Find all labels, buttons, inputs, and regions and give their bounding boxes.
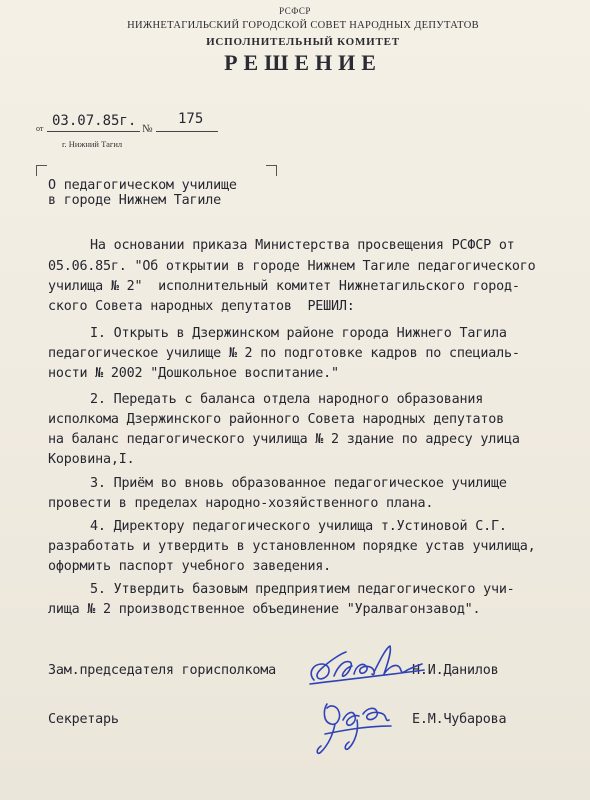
decision-item-line: провести в пределах народно-хозяйственного плана. [48, 496, 434, 511]
document-number: 175 [178, 111, 204, 127]
committee-name: ИСПОЛНИТЕЛЬНЫЙ КОМИТЕТ [206, 36, 400, 48]
decision-item-line: ности № 2002 "Дошкольное воспитание." [48, 366, 339, 381]
decision-item-line: Коровина,I. [48, 452, 135, 467]
secretary-name: Е.М.Чубарова [412, 712, 507, 727]
body-line: училища № 2" исполнительный комитет Нижнетагильского город- [48, 279, 520, 294]
council-name: НИЖНЕТАГИЛЬСКИЙ ГОРОДСКОЙ СОВЕТ НАРОДНЫХ ДЕПУТАТОВ [127, 20, 479, 31]
number-label: № [142, 123, 153, 135]
decision-item-line: на баланс педагогического училища № 2 здание по адресу улица [48, 432, 520, 447]
deputy-chair-title: Зам.председателя горисполкома [48, 663, 276, 678]
decision-item-line: 4. Директору педагогического училища т.Устиновой С.Г. [90, 519, 507, 534]
deputy-signature-image [300, 640, 430, 690]
body-line: На основании приказа Министерства просвещения РСФСР от [90, 238, 515, 253]
decision-item-line: 2. Передать с баланса отдела народного образования [90, 392, 484, 407]
decision-item-line: педагогическое училище № 2 по подготовке кадров по специаль- [48, 346, 520, 361]
secretary-title: Секретарь [48, 712, 119, 727]
number-underline [156, 131, 218, 132]
republic-label: РСФСР [279, 6, 311, 16]
body-line: 05.06.85г. "Об открытии в городе Нижнем Тагиле педагогического [48, 259, 536, 274]
date-underline [47, 131, 140, 132]
decision-item-line: разработать и утвердить в установленном порядке устав училища, [48, 539, 536, 554]
document-date: 03.07.85г. [52, 113, 137, 129]
subject-line: в городе Нижнем Тагиле [48, 193, 221, 208]
subject-bracket-left [36, 165, 47, 176]
decision-item-line: 3. Приём во вновь образованное педагогическое училище [90, 476, 507, 491]
subject-bracket-right [266, 165, 277, 176]
decision-item-line: I. Открыть в Дзержинском районе города Нижнего Тагила [90, 326, 507, 341]
body-line: ского Совета народных депутатов РЕШИЛ: [48, 299, 355, 314]
secretary-signature-image [305, 690, 405, 760]
place-label: г. Нижний Тагил [62, 139, 123, 149]
date-from-label: от [36, 124, 44, 133]
decision-item-line: исполкома Дзержинского районного Совета народных депутатов [48, 412, 504, 427]
decision-item-line: лища № 2 производственное объединение "Уралвагонзавод". [48, 602, 481, 617]
decision-item-line: 5. Утвердить базовым предприятием педагогического учи- [90, 582, 515, 597]
document-type-title: РЕШЕНИЕ [224, 50, 382, 75]
deputy-chair-name: Н.И.Данилов [412, 663, 499, 678]
subject-line: О педагогическом училище [48, 178, 237, 193]
decision-item-line: оформить паспорт учебного заведения. [48, 559, 332, 574]
